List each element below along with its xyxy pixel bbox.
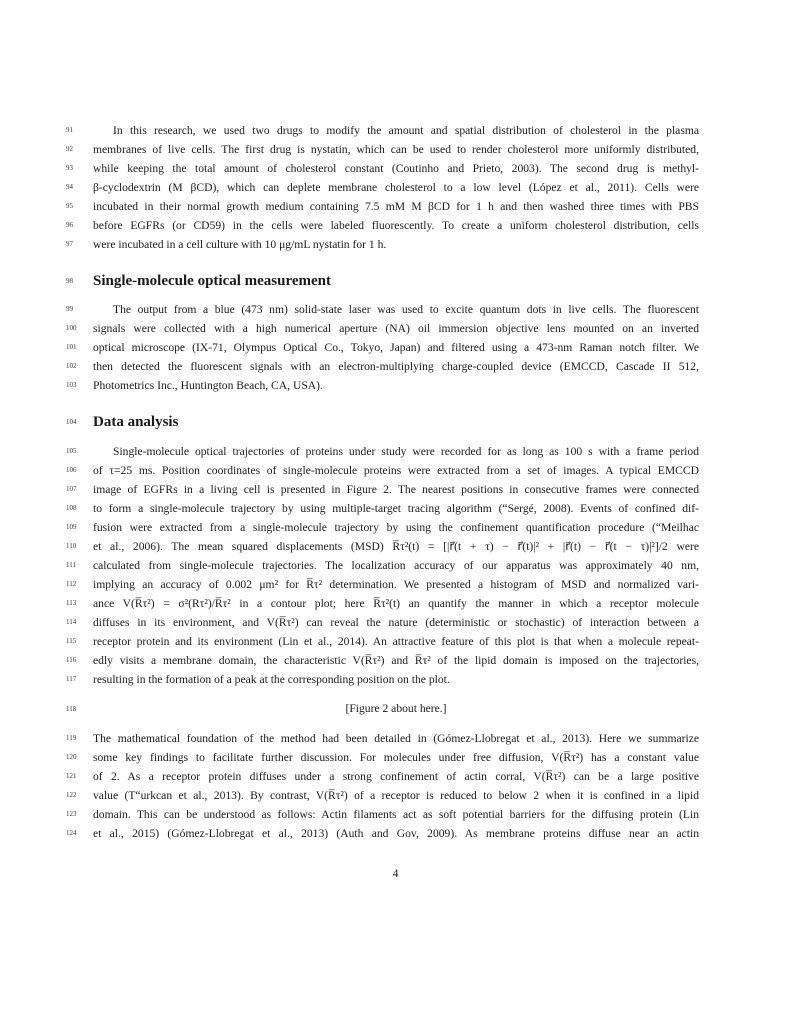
text-line: et al., 2015) (Gómez-Llobregat et al., 2013) (Auth and Gov, 2009). As membrane proteins diffuse near an actin	[93, 827, 699, 840]
text-line: The mathematical foundation of the method had been detailed in (Gómez-Llobregat et al., 2013). Here we summarize	[93, 732, 699, 745]
line-number: 99	[66, 305, 73, 313]
text-line: The output from a blue (473 nm) solid-state laser was used to excite quantum dots in live cells. The fluorescent	[113, 303, 699, 316]
text-line: some key findings to facilitate further discussion. For molecules under free diffusion, V(R̅τ²) has a constant value	[93, 751, 699, 764]
line-number: 123	[66, 810, 77, 818]
line-number: 117	[66, 675, 77, 683]
text-line: et al., 2006). The mean squared displacements (MSD) R̅τ²(t) = [|r⃗(t + τ) − r⃗(t)|² + |r⃗(t) − r⃗(t − τ)|²]/2 were	[93, 540, 699, 553]
line-number: 97	[66, 240, 73, 248]
line-number: 111	[66, 561, 76, 569]
text-line: of τ=25 ms. Position coordinates of single-molecule proteins were extracted from a set of images. A typical EMCCD	[93, 464, 699, 477]
text-line: then detected the fluorescent signals with an electron-multiplying charge-coupled device (EMCCD, Cascade II 512,	[93, 360, 699, 373]
line-number: 110	[66, 542, 77, 550]
line-number: 94	[66, 183, 73, 191]
text-line: In this research, we used two drugs to modify the amount and spatial distribution of cholesterol in the plasma	[113, 124, 699, 137]
text-line: membranes of live cells. The first drug is nystatin, which can be used to render cholesterol more uniformly distributed,	[93, 143, 699, 156]
line-number: 106	[66, 466, 77, 474]
line-number: 104	[66, 418, 77, 426]
line-number: 92	[66, 145, 73, 153]
text-line: Single-molecule optical trajectories of proteins under study were recorded for as long as 100 s with a frame period	[113, 445, 699, 458]
text-line: calculated from single-molecule trajectories. The localization accuracy of our apparatus was approximately 40 nm,	[93, 559, 699, 572]
line-number: 105	[66, 447, 77, 455]
line-number: 113	[66, 599, 77, 607]
text-line: domain. This can be understood as follows: Actin filaments act as soft potential barriers for the diffusing protein (Lin	[93, 808, 699, 821]
text-line: were incubated in a cell culture with 10 μg/mL nystatin for 1 h.	[93, 238, 387, 251]
text-line: implying an accuracy of 0.002 μm² for R̅τ² determination. We presented a histogram of MSD and normalized vari-	[93, 578, 699, 591]
line-number: 95	[66, 202, 73, 210]
line-number: 98	[66, 277, 73, 285]
text-line: diffuses in its environment, and V(R̅τ²) can reveal the nature (deterministic or stochastic) of interaction between a	[93, 616, 699, 629]
line-number: 122	[66, 791, 77, 799]
line-number: 115	[66, 637, 77, 645]
line-number: 112	[66, 580, 77, 588]
line-number: 114	[66, 618, 77, 626]
text-line: optical microscope (IX-71, Olympus Optical Co., Tokyo, Japan) and filtered using a 473-nm Raman notch filter. We	[93, 341, 699, 354]
line-number: 103	[66, 381, 77, 389]
line-number: 124	[66, 829, 77, 837]
text-line: ance V(R̅τ²) = σ²(Rτ²)/R̅τ² in a contour plot; here R̅τ²(t) an quantify the manner in which a receptor molecule	[93, 597, 699, 610]
line-number: 91	[66, 126, 73, 134]
text-line: fusion were extracted from a single-molecule trajectory by using the confinement quantification procedure (“Meilhac	[93, 521, 699, 534]
section-heading-measurement: Single-molecule optical measurement	[93, 273, 332, 289]
text-line: resulting in the formation of a peak at the corresponding position on the plot.	[93, 673, 450, 686]
line-number: 93	[66, 164, 73, 172]
line-number: 108	[66, 504, 77, 512]
line-number: 120	[66, 753, 77, 761]
section-heading-data-analysis: Data analysis	[93, 414, 179, 430]
line-number: 100	[66, 324, 77, 332]
text-line: image of EGFRs in a living cell is presented in Figure 2. The nearest positions in consecutive frames were connected	[93, 483, 699, 496]
line-number: 109	[66, 523, 77, 531]
page-number: 4	[392, 867, 399, 880]
line-number: 118	[66, 705, 77, 713]
text-line: before EGFRs (or CD59) in the cells were labeled fluorescently. To create a uniform cholesterol distribution, cells	[93, 219, 699, 232]
text-line: β-cyclodextrin (M βCD), which can deplete membrane cholesterol to a low level (López et al., 2011). Cells were	[93, 181, 699, 194]
line-number: 101	[66, 343, 77, 351]
figure-placeholder: [Figure 2 about here.]	[345, 702, 447, 715]
line-number: 102	[66, 362, 77, 370]
text-line: of 2. As a receptor protein diffuses under a strong confinement of actin corral, V(R̅τ²) can be a large positive	[93, 770, 699, 783]
text-line: while keeping the total amount of cholesterol constant (Coutinho and Prieto, 2003). The second drug is methyl-	[93, 162, 699, 175]
line-number: 107	[66, 485, 77, 493]
text-line: receptor protein and its environment (Lin et al., 2014). An attractive feature of this plot is that when a molecule repeat-	[93, 635, 699, 648]
line-number: 121	[66, 772, 77, 780]
text-line: edly visits a membrane domain, the characteristic V(R̅τ²) and R̅τ² of the lipid domain is imposed on the trajectories,	[93, 654, 699, 667]
line-number: 119	[66, 734, 77, 742]
text-line: incubated in their normal growth medium containing 7.5 mM M βCD for 1 h and then washed three times with PBS	[93, 200, 699, 213]
text-line: signals were collected with a high numerical aperture (NA) oil immersion objective lens mounted on an inverted	[93, 322, 699, 335]
line-number: 116	[66, 656, 77, 664]
line-number: 96	[66, 221, 73, 229]
text-line: Photometrics Inc., Huntington Beach, CA, USA).	[93, 379, 323, 392]
text-line: to form a single-molecule trajectory by using multiple-target tracing algorithm (“Sergé, 2008). Events of confined dif-	[93, 502, 699, 515]
text-line: value (T“urkcan et al., 2013). By contrast, V(R̅τ²) of a receptor is reduced to below 2 when it is confined in a lipid	[93, 789, 699, 802]
